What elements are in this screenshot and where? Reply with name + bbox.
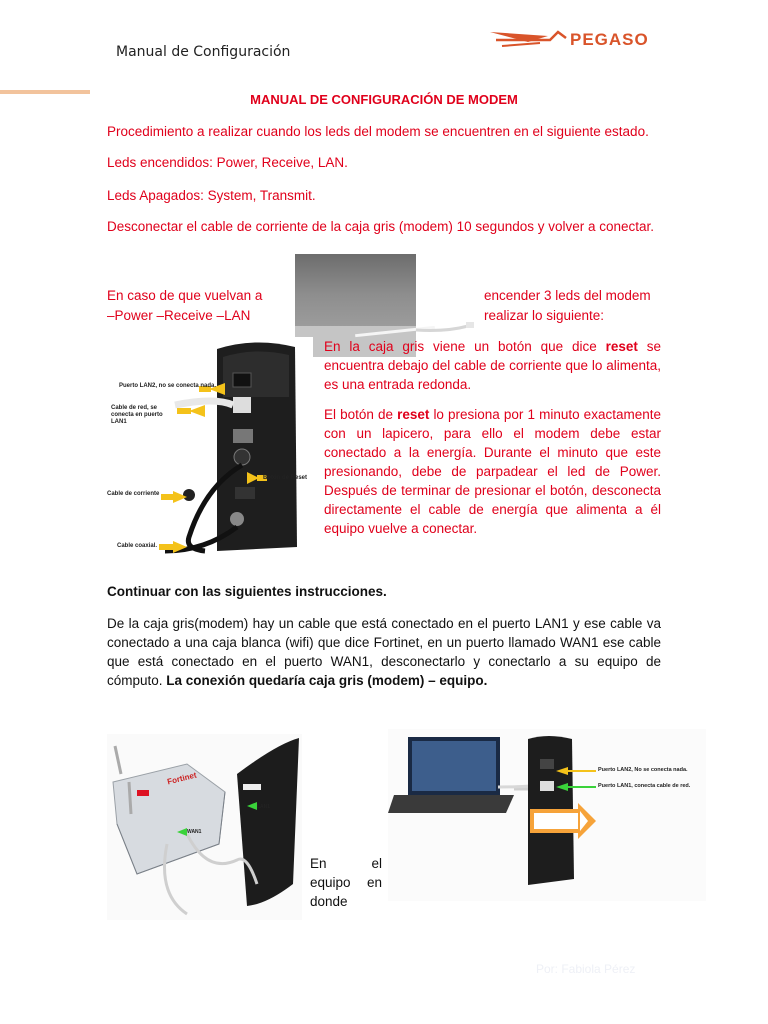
paragraph-procedure: Procedimiento a realizar cuando los leds del modem se encuentren en el siguiente estado. xyxy=(107,124,649,139)
label-lan1: LAN1 xyxy=(257,804,271,810)
paragraph-case-left-b: –Power –Receive –LAN xyxy=(107,308,251,323)
router-modem-figure xyxy=(107,734,302,920)
laptop-modem-drawing xyxy=(388,729,706,901)
label-fortinet: Fortinet xyxy=(166,770,198,787)
modem-back-drawing xyxy=(105,337,313,557)
label-corriente: Cable de corriente xyxy=(107,491,160,497)
label-lan1-fig4: Puerto LAN1, conecta cable de red. xyxy=(598,783,691,789)
paragraph-reset-location xyxy=(324,337,661,394)
footer-author: Por: Fabiola Pérez xyxy=(536,962,636,976)
connection-text: De la caja gris(modem) hay un cable que está conectado en el puerto LAN1 y ese cable va conectado a una caja blanca (wifi) que dice Fortinet, en un puerto llamado WAN1 ese cable que está conectado en el puerto WAN1, desconectarlo y conectarlo a su equipo de cómputo. xyxy=(107,616,661,688)
paragraph-connection xyxy=(107,614,661,690)
paragraph-case-right-b: realizar lo siguiente: xyxy=(484,308,605,323)
header-title: Manual de Configuración xyxy=(116,44,291,60)
reset-instructions-text-b: lo presiona por 1 minuto exactamente con un lapicero, para ello el modem debe estar conectado a la energía. Durante el minuto que este presionando, debe de parpadear el led de Power. Después de terminar de presionar el botón, desconecta directamente el cable de energía que alimenta a él equipo vuelve a conectar. xyxy=(324,407,661,536)
laptop-modem-figure xyxy=(388,729,706,901)
label-reset: Botón de Reset xyxy=(263,475,308,481)
paragraph-equipo: En el equipo en donde xyxy=(310,856,382,909)
pegaso-wing-icon xyxy=(488,28,578,50)
reset-location-text-b: se encuentra debajo del cable de corriente que lo alimenta, es una entrada redonda. xyxy=(324,339,661,392)
label-cable-red: Cable de red, se conecta en puerto LAN1 xyxy=(111,405,163,425)
cable-icon xyxy=(416,318,476,338)
label-coaxial: Cable coaxial. xyxy=(117,543,158,549)
label-wan1: WAN1 xyxy=(187,829,202,835)
paragraph-leds-on: Leds encendidos: Power, Receive, LAN. xyxy=(107,155,348,170)
router-modem-drawing xyxy=(107,734,302,920)
paragraph-disconnect: Desconectar el cable de corriente de la caja gris (modem) 10 segundos y volver a conectar. xyxy=(107,219,655,234)
reset-location-text-a: En la caja gris viene un botón que dice xyxy=(324,339,597,354)
paragraph-leds-off: Leds Apagados: System, Transmit. xyxy=(107,188,316,203)
label-lan2-fig4: Puerto LAN2, No se conecta nada. xyxy=(598,767,688,773)
reset-keyword-2: reset xyxy=(397,407,430,422)
paragraph-case-left-a: En caso de que vuelvan a xyxy=(107,288,263,303)
modem-back-figure xyxy=(105,337,313,557)
document-title: MANUAL DE CONFIGURACIÓN DE MODEM xyxy=(250,92,518,107)
label-lan2: Puerto LAN2, no se conecta nada. xyxy=(119,383,217,389)
paragraph-case-right-a: encender 3 leds del modem xyxy=(484,288,651,303)
reset-instructions-text-a: El botón de xyxy=(324,407,393,422)
pegaso-logo xyxy=(488,28,658,50)
logo-text: PEGASO xyxy=(570,30,649,49)
continue-heading: Continuar con las siguientes instrucciones. xyxy=(107,584,387,599)
reset-keyword: reset xyxy=(605,339,638,354)
paragraph-reset-instructions xyxy=(324,405,661,538)
connection-bold-text: La conexión quedaría caja gris (modem) – equipo. xyxy=(166,673,488,688)
